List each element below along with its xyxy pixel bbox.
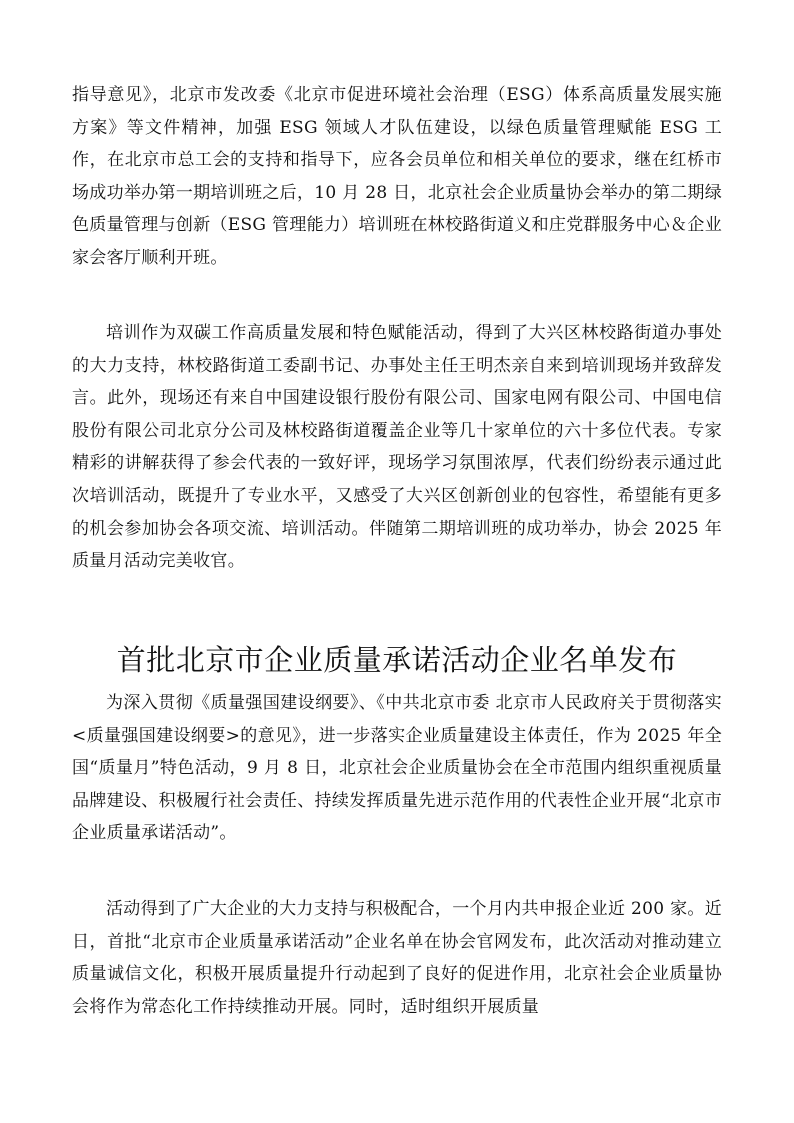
article2-paragraph-2: 活动得到了广大企业的大力支持与积极配合，一个月内共申报企业近 200 家。近日，首批“北京市企业质量承诺活动”企业名单在协会官网发布，此次活动对推动建立质量诚信文化，积极开展质量提升行动起到了良好的促进作用，北京社会企业质量协会将作为常态化工作持续推动开展。同时，适时组织开展质量 — [72, 899, 722, 1017]
article2-title: 首批北京市企业质量承诺活动企业名单发布 — [116, 643, 678, 677]
article2-paragraph-1: 为深入贯彻《质量强国建设纲要》、《中共北京市委 北京市人民政府关于贯彻落实<质量强国建设纲要>的意见》，进一步落实企业质量建设主体责任，作为 2025 年全国“质量月”特色活动，9 月 8 日，北京社会企业质量协会在全市范围内组织重视质量品牌建设、积极履行社会责任、持续发挥质量先进示范作用的代表性企业开展“北京市企业质量承诺活动”。 — [72, 693, 722, 844]
article1-paragraph-continued: 指导意见》，北京市发改委《北京市促进环境社会治理（ESG）体系高质量发展实施方案》等文件精神，加强 ESG 领域人才队伍建设，以绿色质量管理赋能 ESG 工作，在北京市总工会的支持和指导下，应各会员单位和相关单位的要求，继在红桥市场成功举办第一期培训班之后，10 月 28 日，北京社会企业质量协会举办的第二期绿色质量管理与创新（ESG 管理能力）培训班在林校路街道义和庄党群服务中心＆企业家会客厅顺利开班。 — [72, 85, 722, 268]
article1-paragraph-2: 培训作为双碳工作高质量发展和特色赋能活动，得到了大兴区林校路街道办事处的大力支持，林校路街道工委副书记、办事处主任王明杰亲自来到培训现场并致辞发言。此外，现场还有来自中国建设银行股份有限公司、国家电网有限公司、中国电信股份有限公司北京分公司及林校路街道覆盖企业等几十家单位的六十多位代表。专家精彩的讲解获得了参会代表的一致好评，现场学习氛围浓厚，代表们纷纷表示通过此次培训活动，既提升了专业水平，又感受了大兴区创新创业的包容性，希望能有更多的机会参加协会各项交流、培训活动。伴随第二期培训班的成功举办，协会 2025 年质量月活动完美收官。 — [72, 323, 722, 572]
